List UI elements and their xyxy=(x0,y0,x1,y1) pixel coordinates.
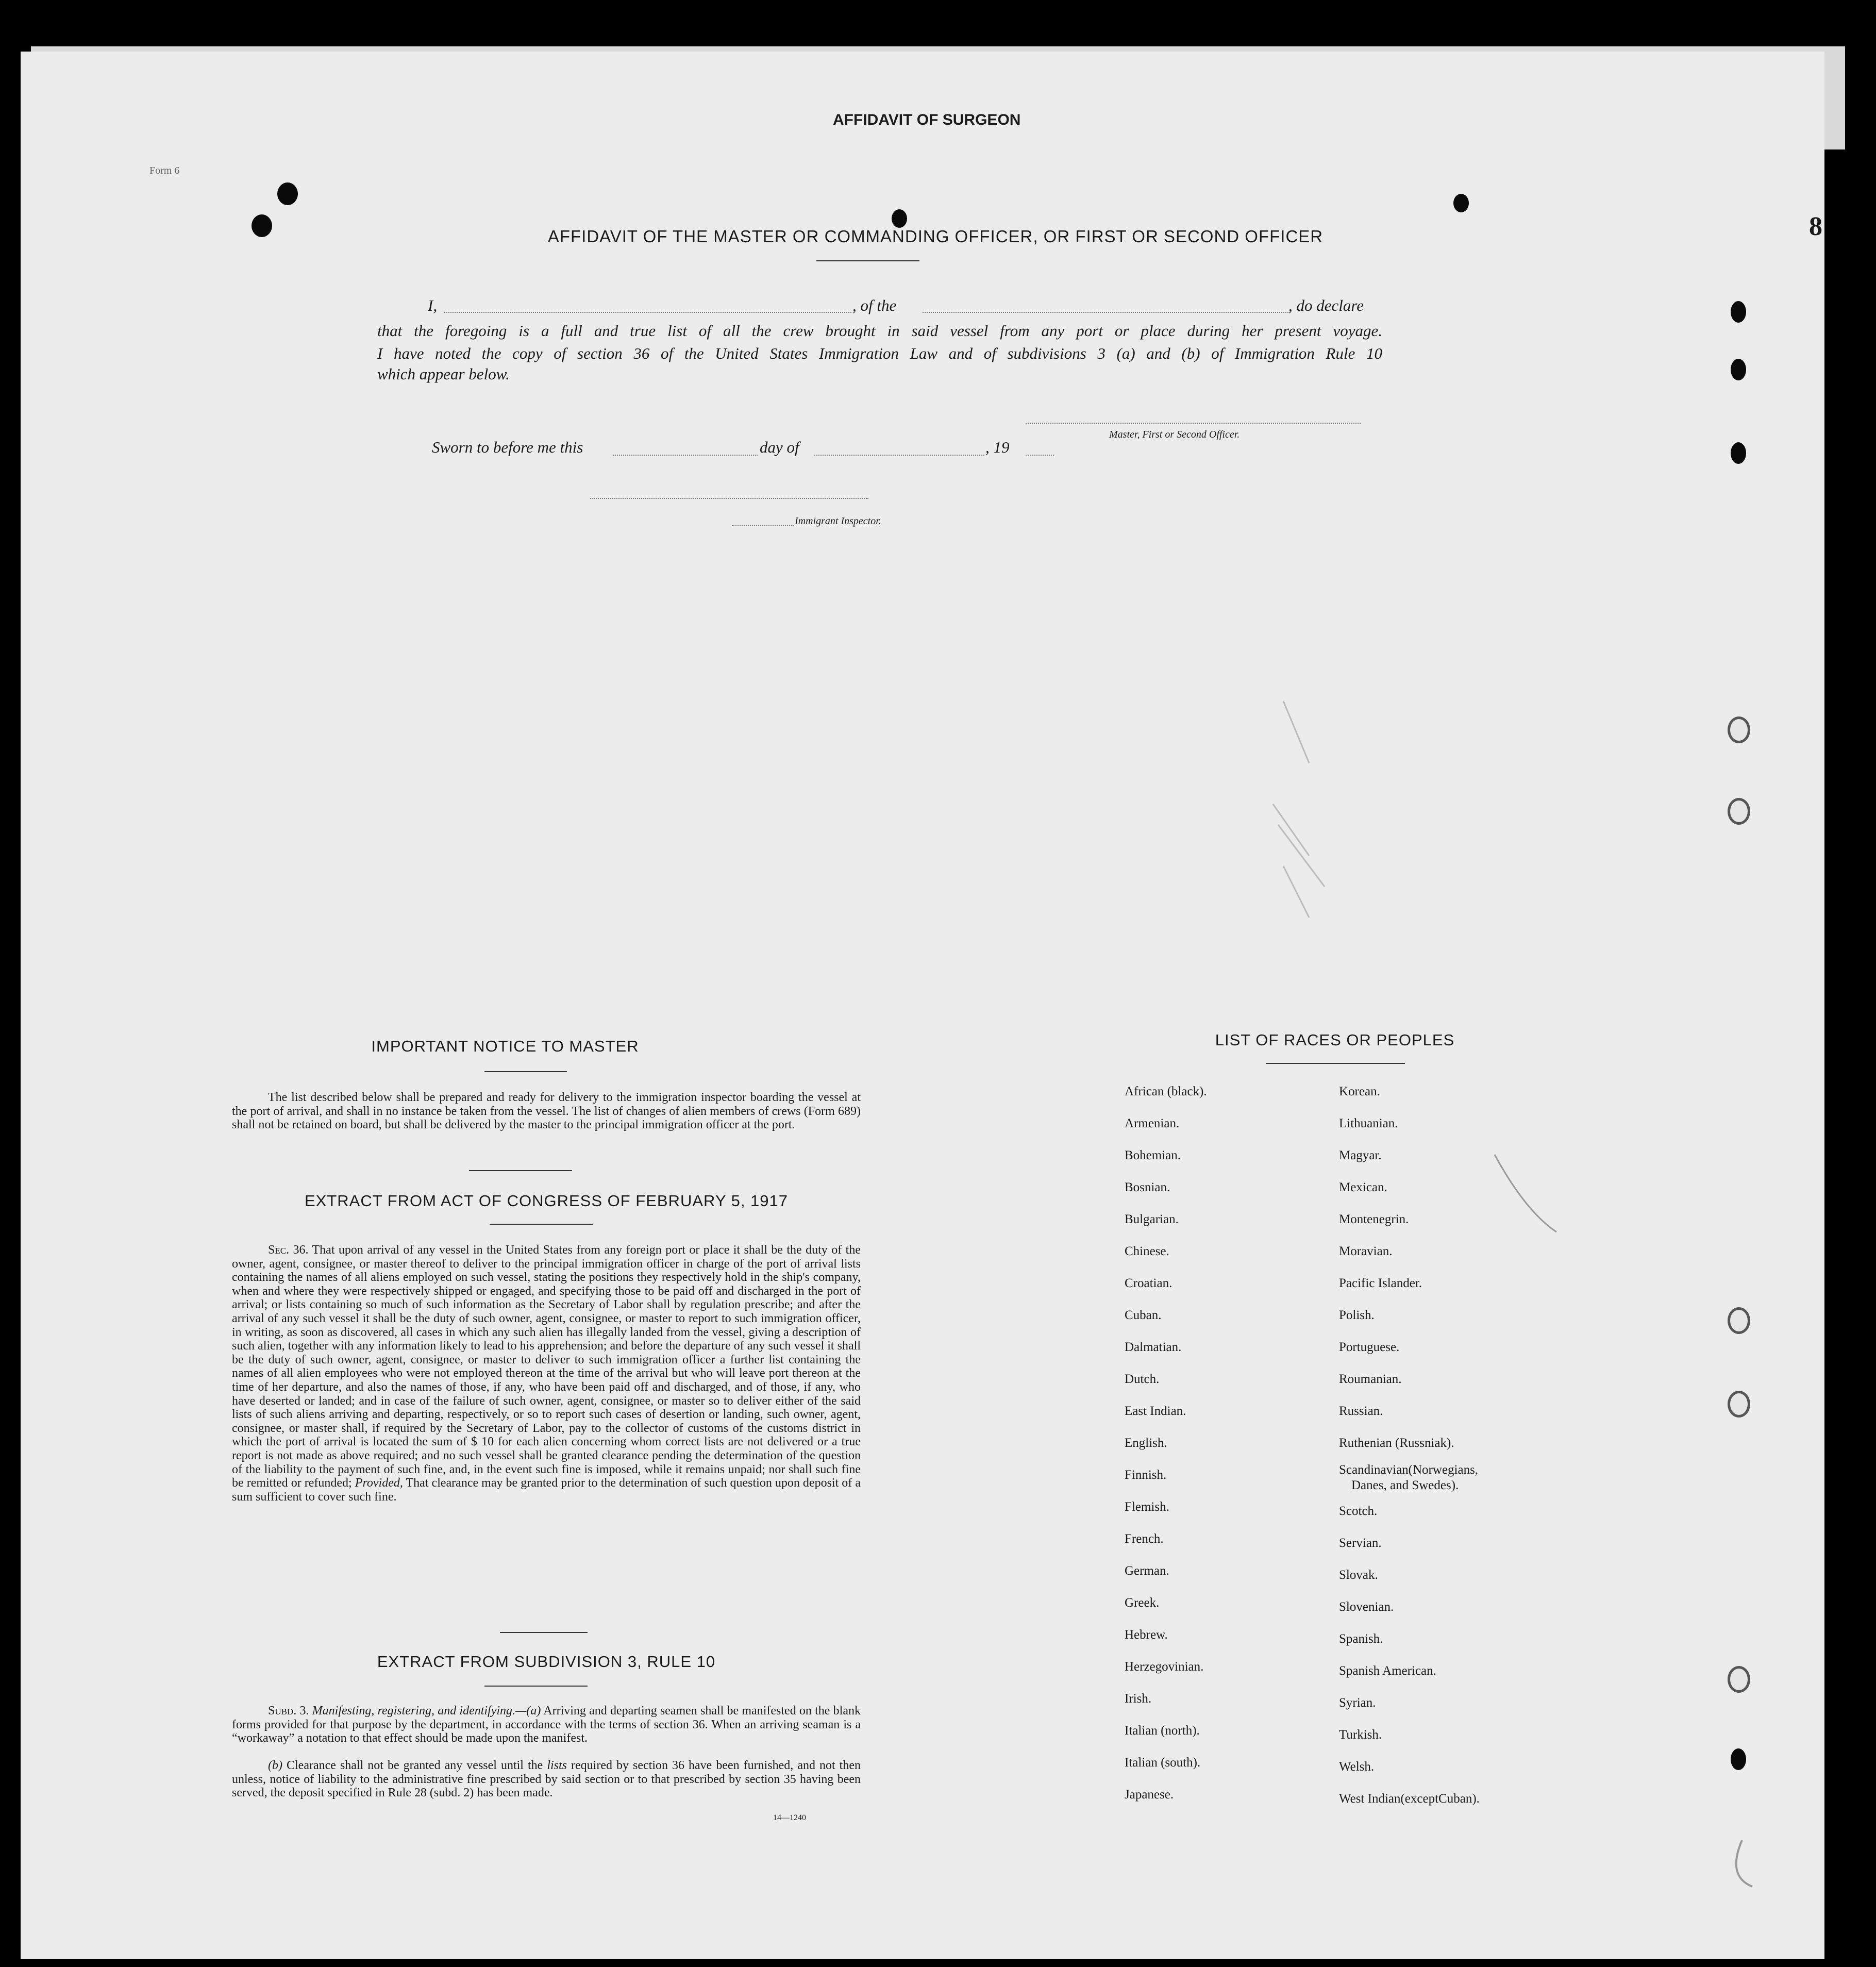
act-sec-label: Sec. 36. xyxy=(268,1243,309,1257)
act-provided-text: That clearance may be granted prior to the determination of such question upon deposit of a sum sufficient to cover such fine. xyxy=(232,1476,861,1504)
race-left: Dutch. xyxy=(1125,1372,1160,1386)
master-caption: Master, First or Second Officer. xyxy=(1109,429,1240,440)
race-left: Italian (north). xyxy=(1125,1724,1200,1738)
pencil-marks xyxy=(21,52,1824,1959)
form-number-fragment: Form 6 xyxy=(149,165,180,176)
race-right-continuation: Danes, and Swedes). xyxy=(1351,1478,1459,1492)
rule-subd-title: Manifesting, registering, and identifying.—(a) xyxy=(312,1704,541,1718)
race-left: Bulgarian. xyxy=(1125,1212,1179,1226)
race-left: English. xyxy=(1125,1436,1167,1450)
race-right: Turkish. xyxy=(1339,1728,1382,1742)
rule-subd-label: Subd. 3. xyxy=(268,1704,309,1718)
race-right: Scandinavian(Norwegians, xyxy=(1339,1463,1479,1477)
race-right: Spanish American. xyxy=(1339,1664,1436,1678)
race-right: Lithuanian. xyxy=(1339,1116,1398,1130)
race-right: Slovenian. xyxy=(1339,1600,1394,1614)
race-left: Italian (south). xyxy=(1125,1756,1201,1770)
race-left: Dalmatian. xyxy=(1125,1340,1182,1354)
race-right: Russian. xyxy=(1339,1404,1383,1418)
race-right: Portuguese. xyxy=(1339,1340,1400,1354)
notice-text: The list described below shall be prepared and ready for delivery to the immigration inspector boarding the vessel at the port of arrival, and shall in no instance be taken from the vessel. The list of changes of alien members of crews (Form 689) shall not be retained on board, but shall be delivered by the master to the principal immigration officer at the port. xyxy=(232,1091,861,1132)
sworn-day-of: day of xyxy=(760,438,799,456)
race-right: Pacific Islander. xyxy=(1339,1276,1422,1290)
race-left: Flemish. xyxy=(1125,1500,1169,1514)
race-right: Welsh. xyxy=(1339,1760,1375,1774)
act-body: That upon arrival of any vessel in the United States from any foreign port or place it shall be the duty of the owner, agent, consignee, or master thereof to deliver to the principal immigration officer in charge of the port of arrival lists containing the names of all aliens employed on such vessel, stating the positions they respectively hold in the ship's company, when and where they were respectively shipped or engaged, and specifying those to be paid off and discharged in the port of arrival; or lists containing so much of such information as the Secretary of Labor shall by regulation prescribe; and after the arrival of any such vessel it shall be the duty of such owner, agent, consignee, or master to report to such immigration officer, in writing, as soon as discovered, all cases in which any such alien has illegally landed from the vessel, giving a description of such alien, together with any information likely to lead to his apprehension; and before the departure of any such vessel it shall be the duty of such owner, agent, consignee, or master to deliver to such immigration officer a further list containing the names of all alien employees who were not employed thereon at the time of the arrival but who will leave port thereon at the time of her departure, and also the names of those, if any, who have been paid off and discharged, and of those, if any, who have deserted or landed; and in case of the failure of such owner, agent, consignee, or master so to deliver either of the said lists of such aliens arriving and departing, respectively, or so to report such cases of desertion or landing, such owner, agent, consignee, or master shall, if required by the Secretary of Labor, pay to the collector of customs of the customs district in which the port of arrival is located the sum of $ 10 for each alien concerning whom correct lists are not delivered or a true report is not made as above required; and no such vessel shall be granted clearance pending the determination of the question of the liability to the payment of such fine, and, in the event such fine is imposed, while it remains unpaid; nor shall such fine be remitted or refunded; xyxy=(232,1243,861,1490)
race-right: Servian. xyxy=(1339,1536,1382,1550)
inspector-caption: Immigrant Inspector. xyxy=(795,515,881,527)
race-left: Irish. xyxy=(1125,1692,1152,1706)
act-heading: EXTRACT FROM ACT OF CONGRESS OF FEBRUARY 5, 1917 xyxy=(304,1192,789,1210)
affidavit-line-2: that the foregoing is a full and true list of all the crew brought in said vessel from any port or place during her present voyage. xyxy=(377,322,1382,340)
race-right: Syrian. xyxy=(1339,1696,1376,1710)
affidavit-line-3: I have noted the copy of section 36 of the United States Immigration Law and of subdivisions 3 (a) and (b) of Immigration Rule 10 xyxy=(377,344,1382,362)
race-right: Roumanian. xyxy=(1339,1372,1402,1386)
race-left: East Indian. xyxy=(1125,1404,1186,1418)
race-right: Scotch. xyxy=(1339,1504,1378,1518)
race-left: Croatian. xyxy=(1125,1276,1172,1290)
race-right: Polish. xyxy=(1339,1308,1375,1322)
race-left: French. xyxy=(1125,1532,1164,1546)
rule-a-body: Arriving and departing seamen shall be manifested on the blank forms provided for that purpose by the department, in accordance with the terms of section 36. When an arriving seaman is a “workaway” a notation to that effect should be made upon the manifest. xyxy=(232,1704,861,1745)
race-right: Slovak. xyxy=(1339,1568,1378,1582)
race-right: Korean. xyxy=(1339,1085,1380,1098)
race-left: Chinese. xyxy=(1125,1244,1169,1258)
sworn-before: Sworn to before me this xyxy=(432,438,583,456)
affidavit-i: I, xyxy=(428,296,438,314)
race-left: Armenian. xyxy=(1125,1116,1180,1130)
notice-heading: IMPORTANT NOTICE TO MASTER xyxy=(371,1037,639,1055)
form-code: 14—1240 xyxy=(773,1813,806,1822)
race-left: Bosnian. xyxy=(1125,1180,1170,1194)
top-header: AFFIDAVIT OF SURGEON xyxy=(833,111,1021,128)
race-right: Montenegrin. xyxy=(1339,1212,1409,1226)
sworn-year: , 19 xyxy=(985,438,1010,456)
race-right: West Indian(exceptCuban). xyxy=(1339,1792,1480,1806)
rule-b-lists: lists xyxy=(547,1759,567,1772)
rule-b-body-1: Clearance shall not be granted any vessel until the xyxy=(287,1759,543,1772)
form-page xyxy=(21,52,1824,1959)
race-right: Mexican. xyxy=(1339,1180,1387,1194)
race-left: Japanese. xyxy=(1125,1788,1174,1802)
races-heading: LIST OF RACES OR PEOPLES xyxy=(1215,1031,1455,1049)
affidavit-title: AFFIDAVIT OF THE MASTER OR COMMANDING OFFICER, OR FIRST OR SECOND OFFICER xyxy=(547,227,1324,246)
race-left: Hebrew. xyxy=(1125,1628,1168,1642)
race-left: Greek. xyxy=(1125,1596,1160,1610)
race-right: Moravian. xyxy=(1339,1244,1393,1258)
race-right: Magyar. xyxy=(1339,1148,1382,1162)
race-left: Cuban. xyxy=(1125,1308,1162,1322)
affidavit-do-declare: , do declare xyxy=(1288,296,1364,314)
affidavit-of-the: , of the xyxy=(852,296,897,314)
act-provided-label: Provided, xyxy=(355,1476,403,1490)
race-left: Herzegovinian. xyxy=(1125,1660,1204,1674)
race-left: African (black). xyxy=(1125,1085,1207,1098)
race-left: Finnish. xyxy=(1125,1468,1167,1482)
page-number: 8 xyxy=(1809,212,1822,241)
race-right: Spanish. xyxy=(1339,1632,1383,1646)
rule-heading: EXTRACT FROM SUBDIVISION 3, RULE 10 xyxy=(377,1653,716,1671)
race-left: German. xyxy=(1125,1564,1169,1578)
affidavit-line-4: which appear below. xyxy=(377,365,510,383)
race-left: Bohemian. xyxy=(1125,1148,1181,1162)
rule-b-label: (b) xyxy=(268,1759,282,1772)
race-right: Ruthenian (Russniak). xyxy=(1339,1436,1454,1450)
rule-b-body-2: required by section 36 have been furnished, and not then unless, notice of liability to the administrative fine prescribed by said section or to that prescribed by section 35 having been served, the deposit specified in Rule 28 (subd. 2) has been made. xyxy=(232,1759,861,1800)
